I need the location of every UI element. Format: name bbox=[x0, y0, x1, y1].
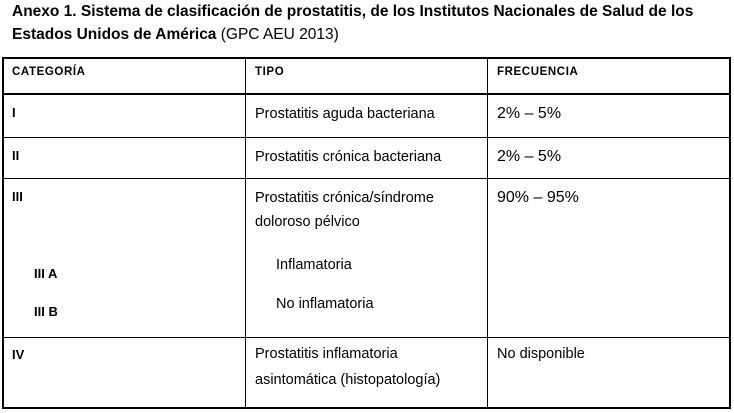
row-1-categoria: I bbox=[12, 105, 16, 120]
border-row2 bbox=[2, 178, 731, 179]
border-header bbox=[2, 93, 731, 95]
border-row1 bbox=[2, 137, 731, 138]
border-right bbox=[729, 57, 731, 409]
row-2-categoria: II bbox=[12, 148, 20, 163]
row-3-tipo-line1: Prostatitis crónica/síndrome bbox=[255, 190, 434, 206]
border-row3 bbox=[2, 337, 731, 338]
header-frecuencia: FRECUENCIA bbox=[497, 66, 579, 78]
row-1-frecuencia: 2% – 5% bbox=[497, 105, 562, 122]
row-4-tipo-line2: asintomática (histopatología) bbox=[255, 372, 441, 388]
border-col1 bbox=[245, 57, 246, 409]
row-3a-tipo: Inflamatoria bbox=[276, 257, 352, 273]
border-top bbox=[2, 57, 731, 59]
row-1-tipo: Prostatitis aguda bacteriana bbox=[255, 106, 435, 122]
row-3-tipo-line2: doloroso pélvico bbox=[255, 214, 360, 230]
header-tipo: TIPO bbox=[255, 66, 285, 78]
header-categoria: CATEGORÍA bbox=[12, 66, 86, 78]
row-4-tipo-line1: Prostatitis inflamatoria bbox=[255, 346, 398, 362]
row-3-categoria: III bbox=[12, 189, 23, 204]
border-col2 bbox=[487, 57, 488, 409]
row-3a-categoria: III A bbox=[34, 266, 58, 281]
row-3-frecuencia: 90% – 95% bbox=[497, 189, 579, 206]
row-2-frecuencia: 2% – 5% bbox=[497, 148, 562, 165]
row-4-categoria: IV bbox=[12, 347, 25, 362]
border-left bbox=[2, 57, 4, 409]
row-2-tipo: Prostatitis crónica bacteriana bbox=[255, 149, 442, 165]
row-4-frecuencia: No disponible bbox=[497, 346, 585, 362]
caption-source: (GPC AEU 2013) bbox=[220, 26, 339, 43]
border-bottom bbox=[2, 407, 731, 409]
caption-bold: Anexo 1. Sistema de clasificación de prostatitis, de los Institutos Nacionales de Salud de los Estados Unidos de América bbox=[12, 3, 694, 43]
row-3b-categoria: III B bbox=[34, 304, 58, 319]
row-3b-tipo: No inflamatoria bbox=[276, 296, 374, 312]
